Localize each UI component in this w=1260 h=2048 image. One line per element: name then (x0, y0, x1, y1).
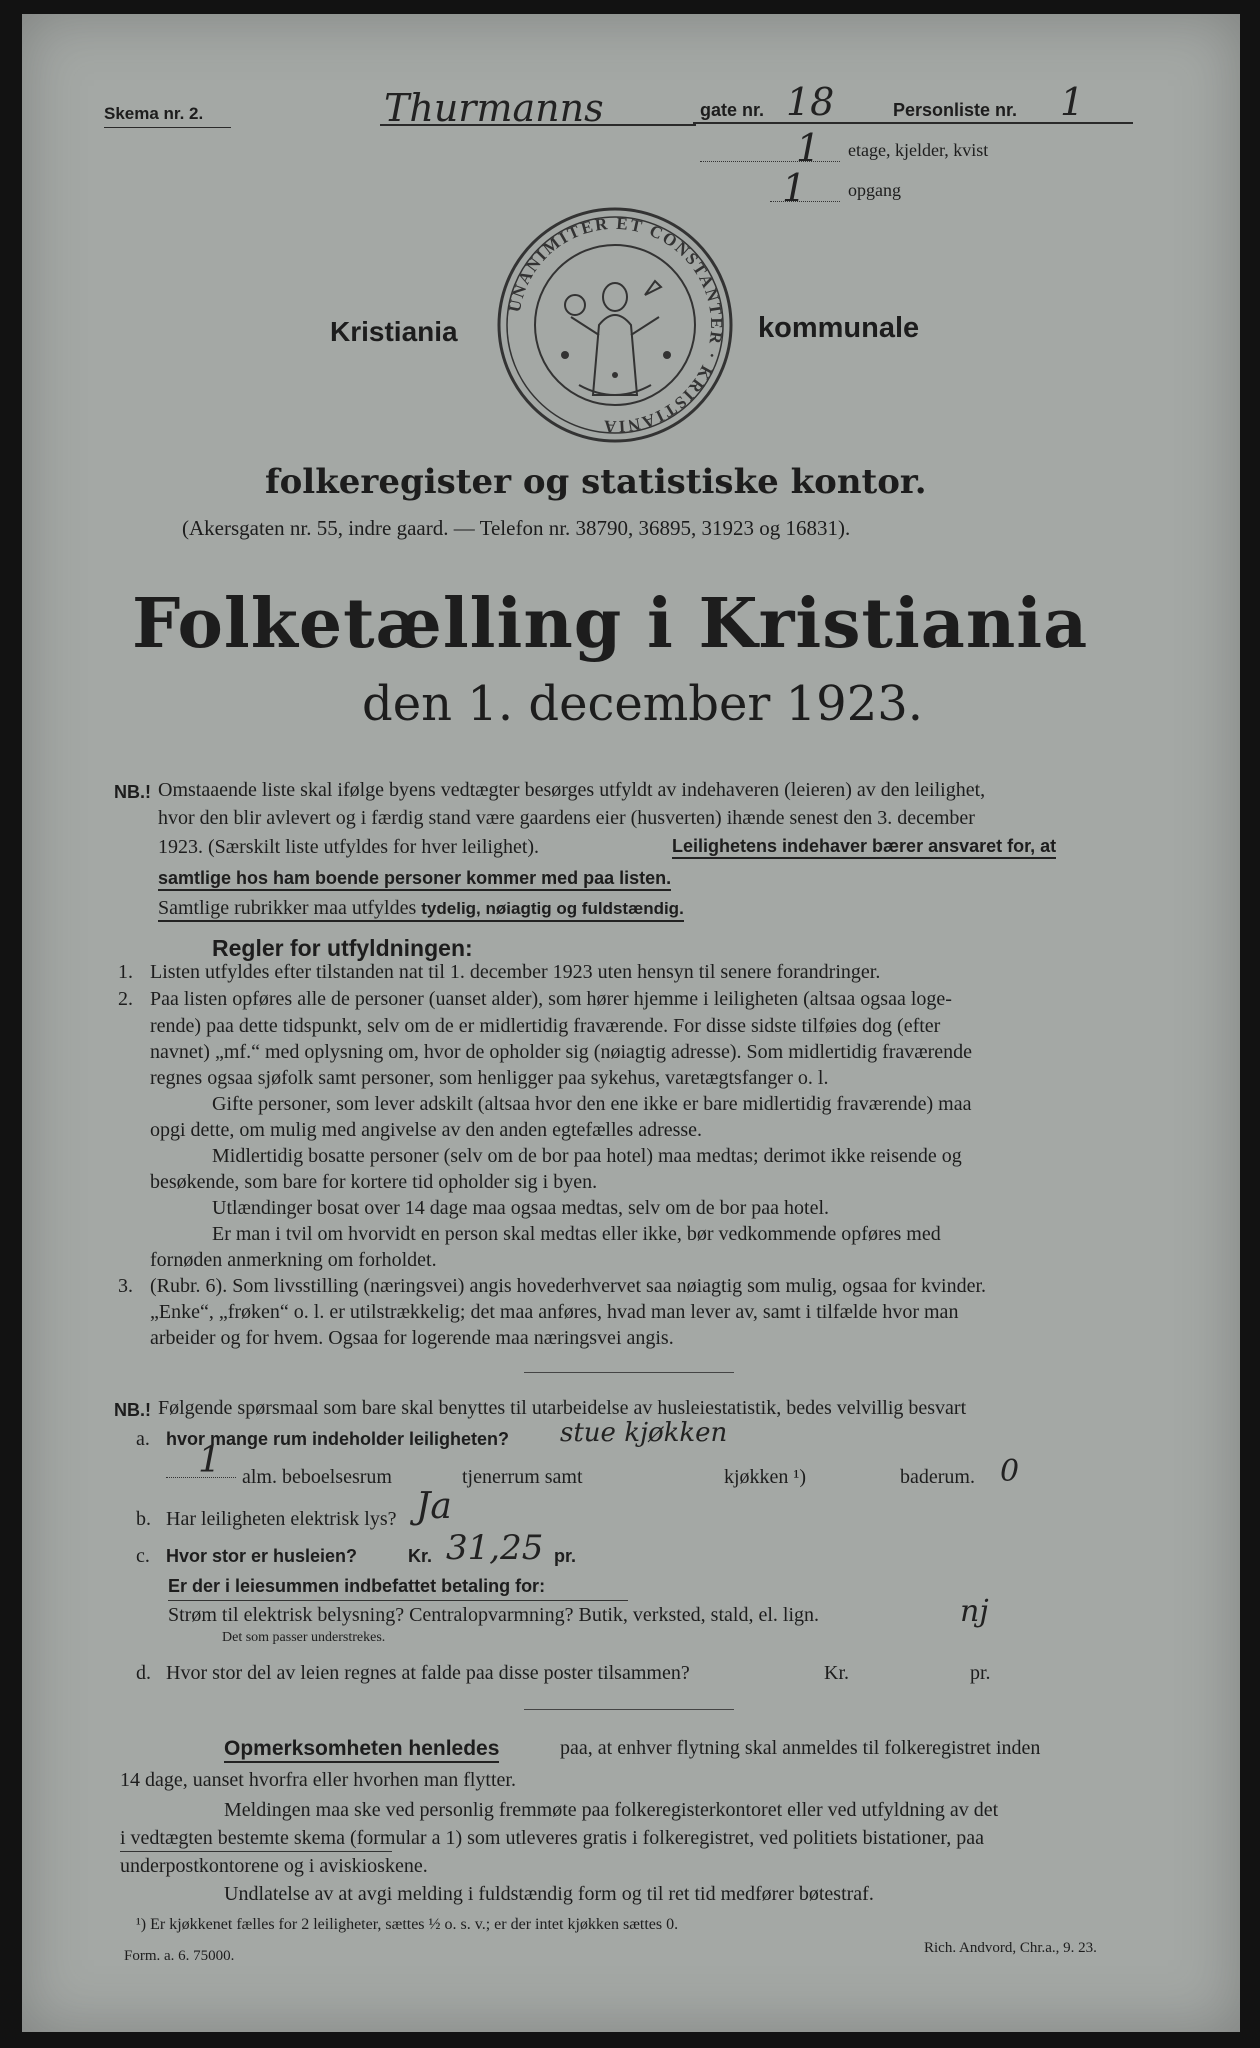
question-c-sub: Er der i leiesummen indbefattet betaling for: (168, 1576, 546, 1596)
question-c-items: Strøm til elektrisk belysning? Centralopvarmning? Butik, verksted, stald, el. lign. (168, 1604, 820, 1626)
skema-label: Skema nr. 2. (104, 104, 204, 123)
personliste-number-handwritten[interactable]: 1 (1060, 80, 1085, 124)
rule2-line5: Gifte personer, som lever adskilt (altsaa hvor den ene ikke er bare midlertidig fraværende) maa (212, 1093, 972, 1115)
rooms-count-handwritten[interactable]: 1 (198, 1440, 221, 1481)
question-c-kr: Kr. (408, 1546, 433, 1566)
rule2-line8: besøkende, som bare for kortere tid opholder sig i byen. (150, 1171, 598, 1193)
rule2-line3: navnet) „mf.“ med oplysning om, hvor de opholder sig (nøiagtig adresse). Som midlertidig fraværende (150, 1041, 973, 1063)
rooms-line (166, 1477, 236, 1478)
rule2-line9: Utlændinger bosat over 14 dage maa ogsaa medtas, selv om de bor paa hotel. (212, 1197, 830, 1219)
question-a-text: hvor mange rum indeholder leiligheten? (166, 1429, 510, 1449)
rent-handwritten[interactable]: 31,25 (446, 1528, 544, 1568)
office-title: folkeregister og statistiske kontor. (265, 462, 927, 502)
nb2-intro: Følgende spørsmaal som bare skal benyttes til utarbeidelse av husleiestatistik, bedes velvillig besvart (158, 1397, 967, 1419)
notice-line6: Undlatelse av at avgi melding i fuldstændig form og til ret tid medfører bøtestraf. (224, 1883, 874, 1905)
question-c-note: Det som passer understrekes. (222, 1630, 386, 1645)
question-c-sub-underline (168, 1600, 628, 1601)
svg-text:UNANIMITER ET CONSTANTER · KRI (505, 214, 726, 436)
nb1-line5a: Samtlige rubrikker maa utfyldes (158, 897, 422, 919)
form-number: Form. a. 6. 75000. (124, 1948, 235, 1964)
question-c-label: c. (136, 1545, 150, 1567)
office-address: (Akersgaten nr. 55, indre gaard. — Telefon nr. 38790, 36895, 31923 og 16831). (182, 516, 851, 540)
rule3-line2: „Enke“, „frøken“ o. l. er utilstrækkelig; det maa anføres, hvad man lever av, samt i tilfælde hvor man (150, 1301, 959, 1323)
printer-mark: Rich. Andvord, Chr.a., 9. 23. (924, 1940, 1097, 1956)
question-b-text: Har leiligheten elektrisk lys? (166, 1508, 397, 1530)
rule1-num: 1. (118, 961, 133, 983)
notice-line4-underline (120, 1851, 392, 1852)
rule1-text: Listen utfyldes efter tilstanden nat til 1. december 1923 uten hensyn til senere forandringer. (150, 961, 881, 983)
question-d-kr: Kr. (824, 1662, 849, 1684)
nb1-line1: Omstaaende liste skal ifølge byens vedtægter besørges utfyldt av indehaveren (leieren) av den leilighet, (158, 779, 986, 801)
rooms-alm-label: alm. beboelsesrum (242, 1466, 392, 1488)
nb1-line4: samtlige hos ham boende personer kommer med paa listen. (158, 868, 671, 891)
nb1-line2: hvor den blir avlevert og i færdig stand være gaardens eier (husverten) ihænde senest den 3. december (158, 807, 975, 829)
question-a-label: a. (136, 1428, 150, 1450)
rule2-line2: rende) paa dette tidspunkt, selv om de er midlertidig fraværende. For disse sidste tilføies dog (efter (150, 1015, 941, 1037)
rule2-num: 2. (118, 988, 133, 1010)
skema-underline (104, 127, 231, 128)
rule2-line4: regnes ogsaa sjøfolk samt personer, som henligger paa sykehus, varetægtsfanger o. l. (150, 1067, 829, 1089)
rule2-line10: Er man i tvil om hvorvidt en person skal medtas eller ikke, bør vedkommende opføres med (212, 1223, 941, 1245)
nb2-label: NB.! (114, 1400, 151, 1420)
kristiania-seal (495, 205, 735, 445)
nb1-line3a: 1923. (Særskilt liste utfyldes for hver leilighet). (158, 836, 540, 858)
notice-line5: underpostkontorene og i aviskioskene. (120, 1855, 428, 1877)
etage-handwritten[interactable]: 1 (796, 126, 821, 170)
question-a-handwritten[interactable]: stue kjøkken (560, 1418, 728, 1448)
opgang-handwritten[interactable]: 1 (782, 166, 807, 210)
rules-heading: Regler for utfyldningen: (212, 935, 473, 961)
question-b-handwritten[interactable]: Ja (416, 1486, 452, 1527)
rule3-line3: arbeider og for hvem. Ogsaa for logerende maa næringsvei angis. (150, 1327, 674, 1349)
footnote: ¹) Er kjøkkenet fælles for 2 leiligheter, sættes ½ o. s. v.; er der intet kjøkken sættes 0. (136, 1916, 679, 1933)
nb1-line5 (158, 897, 684, 922)
notice-line1: paa, at enhver flytning skal anmeldes til folkeregistret inden (560, 1737, 1041, 1759)
question-c-text: Hvor stor er husleien? (166, 1546, 358, 1566)
notice-line4: i vedtægten bestemte skema (formular a 1) som utleveres gratis i folkeregistret, ved politiets bistationer, paa (120, 1827, 984, 1849)
opgang-line (770, 201, 840, 202)
question-d-label: d. (136, 1662, 151, 1684)
nb1-label: NB.! (114, 782, 151, 802)
rooms-bad-label: baderum. (900, 1466, 975, 1488)
personliste-label: Personliste nr. (893, 100, 1018, 120)
question-d-text: Hvor stor del av leien regnes at falde paa disse poster tilsammen? (166, 1662, 690, 1684)
rule3-line1: (Rubr. 6). Som livsstilling (næringsvei) angis hovederhvervet saa nøiagtig som mulig, ogsaa for kvinder. (150, 1275, 986, 1297)
question-d-pr: pr. (970, 1662, 991, 1684)
rule2-line1: Paa listen opføres alle de personer (uanset alder), som hører hjemme i leiligheten (altsaa ogsaa loge- (150, 988, 952, 1010)
gate-number-handwritten[interactable]: 18 (786, 80, 835, 124)
question-b-label: b. (136, 1508, 151, 1530)
rooms-kjokken-label: kjøkken ¹) (724, 1466, 807, 1488)
rule2-line7: Midlertidig bosatte personer (selv om de bor paa hotel) maa medtas; derimot ikke reisende og (212, 1145, 962, 1167)
header-line (693, 122, 1133, 124)
seal-ring-text: UNANIMITER ET CONSTANTER · KRISTIANIA (504, 213, 727, 437)
section-divider-2 (524, 1709, 734, 1710)
nb1-line3b: Leilighetens indehaver bærer ansvaret for, at (672, 836, 1056, 859)
rule2-line6: opgi dette, om mulig med angivelse av den anden egtefælles adresse. (150, 1119, 703, 1141)
section-divider-1 (524, 1372, 734, 1373)
street-handwritten[interactable]: Thurmanns (384, 86, 604, 130)
question-c-items-handwritten[interactable]: nj (960, 1594, 989, 1629)
opgang-label: opgang (848, 180, 901, 200)
nb1-line5b: tydelig, nøiagtig og fuldstændig. (421, 899, 684, 918)
etage-line (700, 161, 840, 162)
bath-count-handwritten[interactable]: 0 (1000, 1454, 1020, 1489)
notice-line3: Meldingen maa ske ved personlig fremmøte paa folkeregisterkontoret eller ved utfyldning av det (224, 1799, 999, 1821)
notice-line2: 14 dage, uanset hvorfra eller hvorhen man flytter. (120, 1769, 516, 1791)
rule3-num: 3. (118, 1275, 133, 1297)
question-c-pr: pr. (554, 1546, 577, 1566)
gate-label: gate nr. (700, 100, 765, 120)
notice-heading: Opmerksomheten henledes (224, 1737, 499, 1763)
rule2-line11: fornøden anmerkning om forholdet. (150, 1249, 437, 1271)
etage-label: etage, kjelder, kvist (848, 140, 989, 160)
seal-right-word: kommunale (758, 312, 920, 344)
seal-left-word: Kristiania (330, 316, 458, 347)
rooms-tjener-label: tjenerrum samt (462, 1466, 583, 1488)
main-title: Folketælling i Kristiania (132, 584, 1089, 664)
street-line (380, 124, 696, 126)
main-title-date: den 1. december 1923. (362, 676, 924, 732)
